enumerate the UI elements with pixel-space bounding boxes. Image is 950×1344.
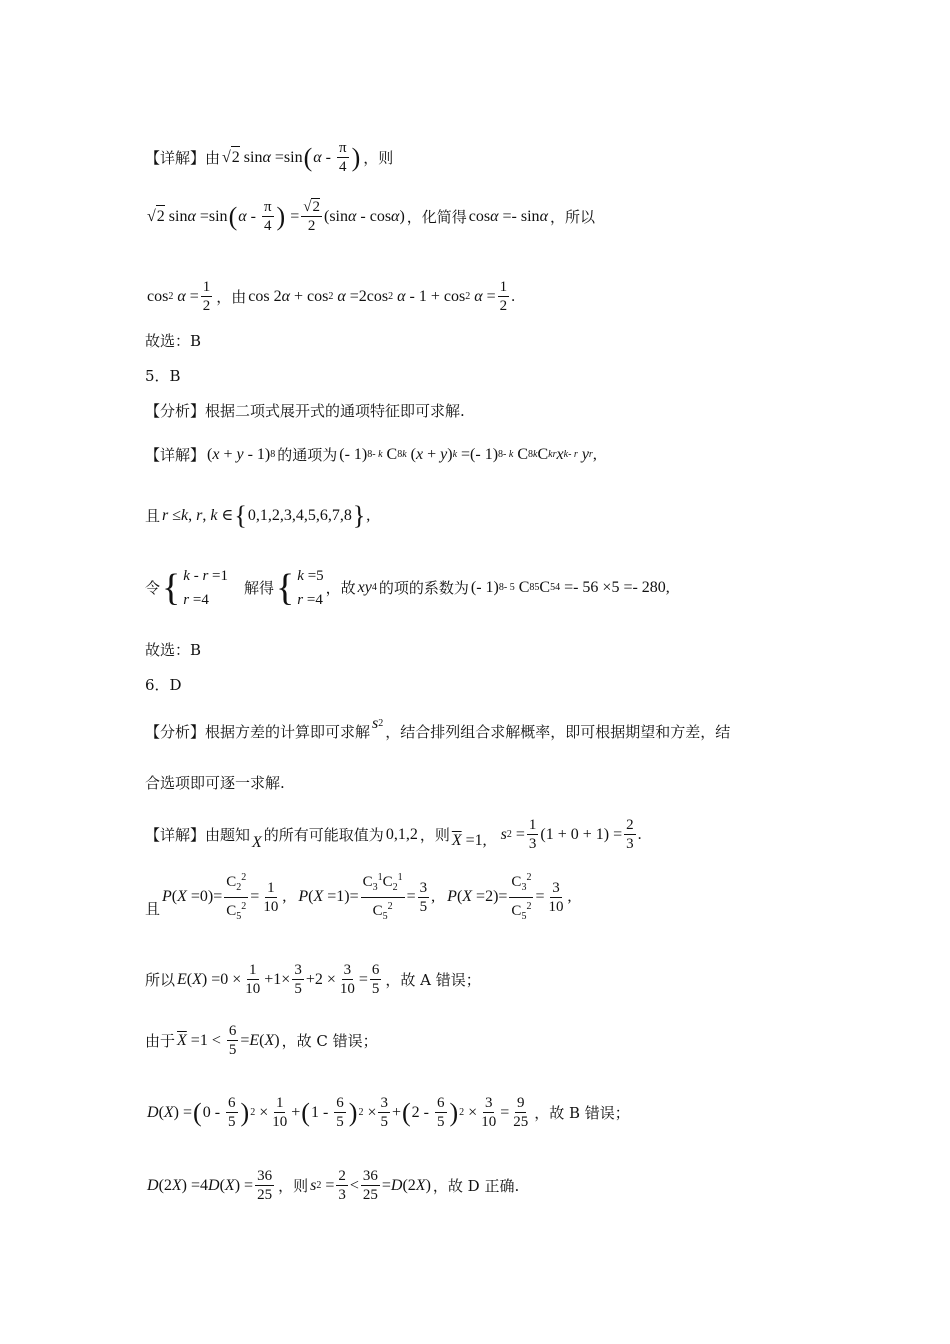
q6-d-right: ，故 D 正确. <box>432 1176 520 1195</box>
q4-equation-2: √ 2 sin α =sin ( α - $\frac{\pi}{4}$ ) = $\frac{√2}{2}$ (sin α - cos α ) <box>147 199 405 234</box>
q4-detail-label: 【详解】由 <box>145 148 221 167</box>
q5-binomial: ( x + y - 1) 8 <box>207 446 276 463</box>
q6-then-text: ，则 <box>278 1176 309 1195</box>
q4-equation-1: √ 2 sin α =sin ( α - $\frac{\pi}{4}$ ) <box>222 140 361 175</box>
q6-values: 0,1,2 <box>385 825 418 843</box>
q4-so-text: ，所以 <box>549 207 595 226</box>
q4-then-text: ，则 <box>363 148 394 167</box>
q5-answer: 故选：B <box>145 641 202 659</box>
q6-since-text: 由于 <box>145 1031 176 1050</box>
q6-detail-label: 【详解】由题知 <box>145 825 251 844</box>
q6-d2x: D (2 X ) =4 D ( X ) = $\frac{36}{25}$ <box>147 1168 273 1203</box>
q6-detail-mid: 的所有可能取值为 <box>263 825 384 844</box>
q5-system-1: { k - r =1 r =4 <box>162 567 228 609</box>
q5-general-term-text: 的通项为 <box>277 446 338 464</box>
q4-equation-3: cos α =- sin α <box>468 207 548 225</box>
q6-final-compare: s 2 = $\frac{2}{3}$ < $\frac{36}{25}$ = D (2 X ) <box>310 1168 431 1203</box>
q6-number: 6．D <box>145 676 182 694</box>
q6-so-text: 所以 <box>145 970 176 989</box>
q5-analysis: 【分析】根据二项式展开式的通项特征即可求解. <box>145 402 465 420</box>
q6-detail-line-6 <box>145 1167 810 1204</box>
q6-p2: P ( X =2)= $\frac{C_3^2}{C_5^2}$ = $\frac{3}{10}$ , <box>447 869 571 926</box>
q4-equation-5: cos 2 α + cos 2 α =2cos 2 α - 1 + cos 2 α = $\frac{1}{2}$ . <box>248 279 516 314</box>
q6-variance: s 2 = $\frac{1}{3}$ (1 + 0 + 1) = $\frac{2}{3}$ . <box>500 817 642 852</box>
q6-compare: $\overline{X}$ =1 < $\frac{6}{5}$ = E ( X ) <box>177 1023 280 1058</box>
q5-detail-line-2 <box>145 503 810 529</box>
q6-detail-line-4 <box>145 1022 810 1059</box>
q6-p1: P ( X =1)= $\frac{C_3^1C_2^1}{C_5^2}$ = $\frac{3}{5}$ , <box>298 869 435 926</box>
q4-equation-4: cos 2 α = $\frac{1}{2}$ <box>147 279 211 314</box>
q4-detail-line-1 <box>145 139 810 176</box>
q5-detail-line-1 <box>145 444 810 466</box>
q6-c-wrong: ，故 C 错误； <box>281 1031 378 1050</box>
q6-detail-line-3 <box>145 961 810 998</box>
q6-s-squared: s 2 <box>372 715 384 732</box>
q4-detail-line-2 <box>145 198 810 235</box>
q6-analysis-b: ，结合排列组合求解概率，即可根据期望和方差，结 <box>385 723 731 741</box>
q5-let-text: 令 <box>145 579 161 597</box>
q6-b-wrong: ，故 B 错误； <box>534 1103 630 1122</box>
q6-analysis-line-1 <box>145 715 810 743</box>
q5-system-2: { k =5 r =4 <box>276 567 324 609</box>
q6-detail-then: ，则 <box>419 825 450 844</box>
q6-analysis-a: 【分析】根据方差的计算即可求解 <box>145 723 371 741</box>
q6-analysis-c: 合选项即可逐一求解. <box>145 774 285 792</box>
q5-solve-text: 解得 <box>244 579 275 597</box>
q6-detail-line-1 <box>145 816 810 853</box>
q4-simplify-text: ，化简得 <box>406 207 467 226</box>
q6-var-x: X <box>252 833 262 851</box>
q5-detail-line-3 <box>145 565 810 611</box>
q6-expectation: E ( X ) =0 × $\frac{1}{10}$ +1× $\frac{3}{5}$ +2 × $\frac{3}{10}$ = $\frac{6}{5}$ <box>177 962 380 997</box>
q5-coefficient: (- 1) 8- 5 C 8 5 C 5 4 =- 56 ×5 =- 280, <box>470 579 670 596</box>
q6-detail-line-5 <box>145 1094 810 1131</box>
q6-and-text: 且 <box>145 900 161 918</box>
q5-range: r ≤ k , r , k ∈ { 0,1,2,3,4,5,6,7,8 } , <box>162 501 371 530</box>
q6-variance-calc: D ( X ) = ( 0 - $\frac{6}{5}$ ) 2 × $\frac{1}{10}$ + ( 1 - $\frac{6}{5}$ ) 2 × $\frac{3}{5}$ + ( 2 - $\frac{6}{5}$ ) 2 × $\frac{3}{10}$ = $\frac{9}{25}$ <box>147 1095 529 1130</box>
q5-number: 5．B <box>145 367 181 385</box>
q5-detail-label: 【详解】 <box>145 446 206 464</box>
q5-term: xy 4 <box>357 579 377 596</box>
q6-mean: $\overline{X}$ =1, <box>451 831 487 849</box>
q4-by-text: ，由 <box>216 287 247 306</box>
q5-coef-text2: 的项的系数为 <box>378 579 469 597</box>
q4-answer: 故选：B <box>145 332 202 350</box>
q6-a-wrong: ，故 A 错误； <box>385 970 481 989</box>
q5-coef-text: ，故 <box>325 579 356 597</box>
q5-and-text: 且 <box>145 507 161 525</box>
q5-general-term: (- 1) 8- k C 8 k ( x + y ) k =(- 1) 8- k C 8 k C k r x k- r y r , <box>339 446 597 463</box>
q6-p0: P ( X =0)= $\frac{C_2^2}{C_5^2}$ = $\frac{1}{10}$ , <box>162 869 286 926</box>
q4-detail-line-3 <box>145 278 810 315</box>
q6-detail-line-2 <box>145 871 810 922</box>
